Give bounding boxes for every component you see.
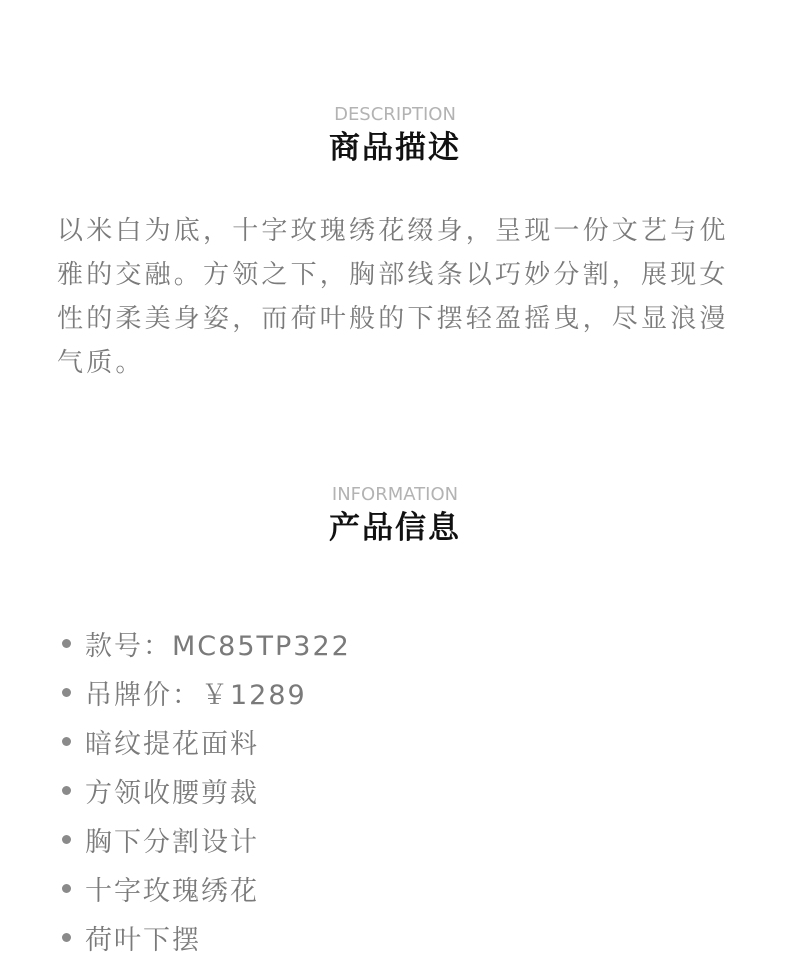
list-item [57, 717, 351, 766]
information-title: 产品信息 [329, 510, 461, 546]
info-item-text: 方领收腰剪裁 [85, 778, 259, 809]
list-item [57, 913, 351, 962]
bullet-dot-icon [62, 786, 71, 795]
bullet-dot-icon [62, 884, 71, 893]
list-item [57, 619, 351, 668]
info-item-text: 暗纹提花面料 [85, 729, 259, 760]
list-item [57, 864, 351, 913]
info-item-text: 荷叶下摆 [85, 925, 201, 956]
description-eyebrow: DESCRIPTION [334, 104, 456, 125]
info-item-text: 胸下分割设计 [85, 827, 259, 858]
bullet-dot-icon [62, 688, 71, 697]
bullet-dot-icon [62, 933, 71, 942]
info-item-text: 款号：MC85TP322 [85, 631, 351, 662]
info-item-text: 吊牌价：￥1289 [85, 680, 307, 711]
list-item [57, 668, 351, 717]
list-item [57, 815, 351, 864]
information-list [57, 619, 351, 962]
description-body: 以米白为底，十字玫瑰绣花缀身，呈现一份文艺与优雅的交融。方领之下，胸部线条以巧妙分割，展现女性的柔美身姿，而荷叶般的下摆轻盈摇曳，尽显浪漫气质。 [57, 216, 729, 378]
info-item-text: 十字玫瑰绣花 [85, 876, 259, 907]
description-title: 商品描述 [329, 130, 461, 166]
list-item [57, 766, 351, 815]
bullet-dot-icon [62, 835, 71, 844]
information-eyebrow: INFORMATION [331, 484, 459, 505]
bullet-dot-icon [62, 737, 71, 746]
bullet-dot-icon [62, 639, 71, 648]
